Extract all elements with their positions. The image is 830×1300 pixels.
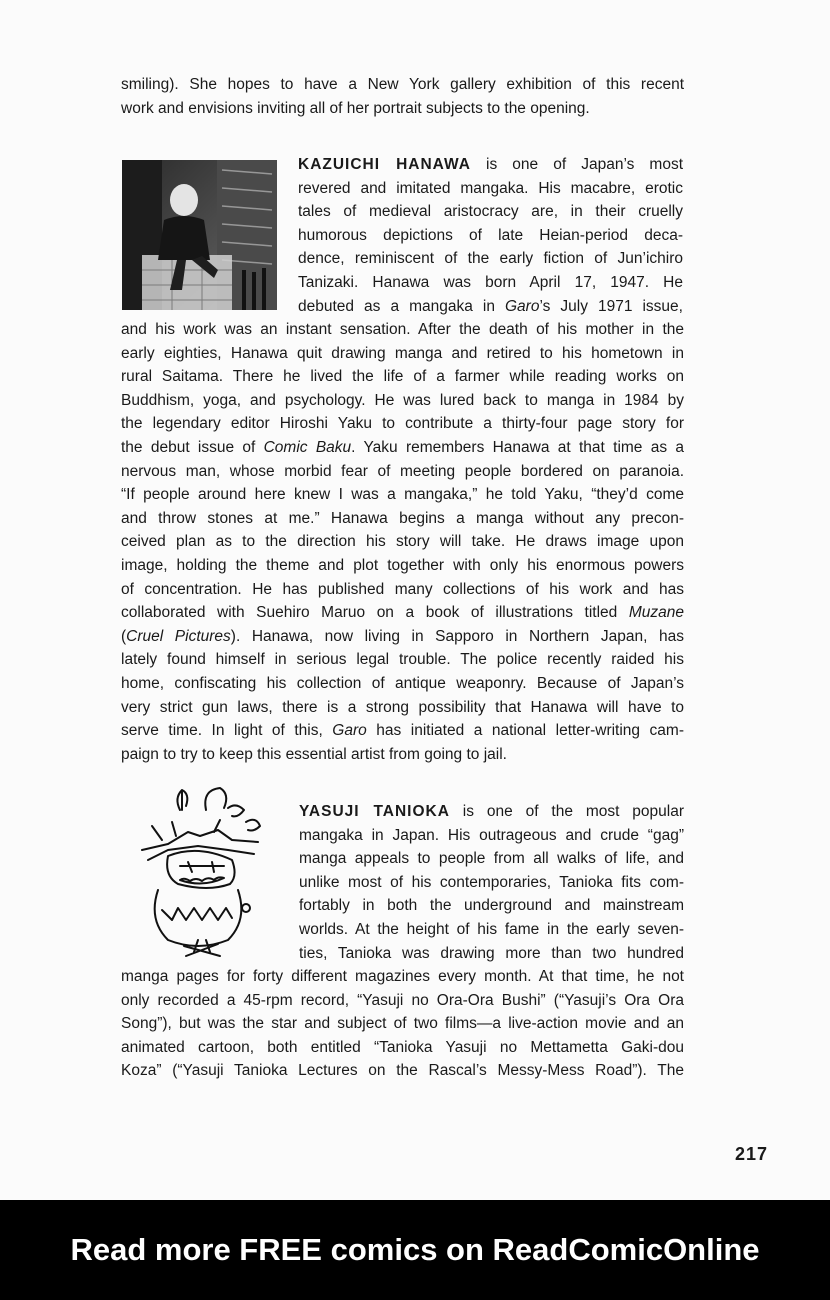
text-fragment: the debut issue of xyxy=(121,438,264,456)
text-line: humorous depictions of late Heian-period deca- xyxy=(298,226,683,244)
text-line xyxy=(121,601,684,625)
italic-title: Muzane xyxy=(628,604,684,622)
text-line: only recorded a 45-rpm record, “Yasuji no Ora-Ora Bushi” (“Yasuji’s Ora Ora xyxy=(121,991,684,1009)
tanioka-wrap-text xyxy=(299,800,684,965)
text-line: early eighties, Hanawa quit drawing manga and retired to his hometown in xyxy=(121,344,684,362)
italic-title: Garo xyxy=(332,722,367,740)
text-line: manga pages for forty different magazines every month. At that time, he not xyxy=(121,968,684,985)
portrait-photo-icon xyxy=(122,160,277,310)
text-line: of concentration. He has published many collections of his work and has xyxy=(121,580,684,598)
text-fragment: has initiated a national letter-writing cam- xyxy=(366,722,684,740)
cartoon-face-illustration-icon xyxy=(128,780,278,960)
text-line xyxy=(121,436,684,460)
text-line: lately found himself in serious legal trouble. The police recently raided his xyxy=(121,651,684,669)
text-line: nervous man, whose morbid fear of meeting people bordered on paranoia. xyxy=(121,462,684,480)
text-line: rural Saitama. There he lived the life of a farmer while reading works on xyxy=(121,368,684,386)
text-line: ceived plan as to the direction his story will take. He draws image upon xyxy=(121,533,684,551)
text-line: animated cartoon, both entitled “Tanioka Yasuji no Mettametta Gaki-dou xyxy=(121,1038,684,1056)
text-line: “If people around here knew I was a mangaka,” he told Yaku, “they’d come xyxy=(121,486,684,504)
text-fragment: ( xyxy=(121,627,127,645)
text-line: dence, reminiscent of the early fiction of Jun’ichiro xyxy=(298,250,683,268)
text-line: and his work was an instant sensation. After the death of his mother in the xyxy=(121,321,684,338)
promo-banner[interactable]: Read more FREE comics on ReadComicOnline xyxy=(0,1200,830,1300)
tanioka-doodle xyxy=(128,780,278,960)
italic-title: Comic Baku xyxy=(263,438,352,456)
text-line: the legendary editor Hiroshi Yaku to contribute a thirty-four page story for xyxy=(121,415,684,433)
text-fragment: is one of the most popular xyxy=(449,803,684,820)
text-line: ties, Tanioka was drawing more than two hundred xyxy=(299,944,684,962)
text-line: manga appeals to people from all walks of life, and xyxy=(299,850,684,868)
text-line: worlds. At the height of his fame in the early seven- xyxy=(299,920,684,938)
text-line: very strict gun laws, there is a strong possibility that Hanawa will have to xyxy=(121,698,684,716)
text-line: Tanizaki. Hanawa was born April 17, 1947. He xyxy=(298,273,683,291)
italic-title: Cruel Pictures xyxy=(126,627,231,645)
text-fragment: serve time. In light of this, xyxy=(121,722,333,740)
text-fragment: debuted as a mangaka in xyxy=(298,297,505,315)
text-line: image, holding the theme and plot together with only his enormous powers xyxy=(121,556,684,574)
text-line: revered and imitated mangaka. His macabre, erotic xyxy=(298,179,683,197)
text-line xyxy=(121,719,684,743)
text-line: paign to try to keep this essential artist from going to jail. xyxy=(121,745,507,763)
hanawa-body-text xyxy=(121,318,684,766)
text-fragment: . Yaku remembers Hanawa at that time as a xyxy=(351,438,684,456)
text-fragment: collaborated with Suehiro Maruo on a book of illustrations titled xyxy=(121,604,629,622)
page-number: 217 xyxy=(735,1144,769,1164)
intro-paragraph xyxy=(121,73,684,120)
text-line: mangaka in Japan. His outrageous and crude “gag” xyxy=(299,826,684,844)
text-fragment: ’s July 1971 issue, xyxy=(539,297,683,315)
tanioka-body-text xyxy=(121,965,684,1083)
text-line xyxy=(299,800,684,824)
text-line: Buddhism, yoga, and psychology. He was lured back to manga in 1984 by xyxy=(121,391,684,409)
text-fragment: ). Hanawa, now living in Sapporo in Northern Japan, has xyxy=(230,627,684,645)
tanioka-name: YASUJI TANIOKA xyxy=(299,803,450,820)
text-line: Koza” (“Yasuji Tanioka Lectures on the Rascal’s Messy-Mess Road”). The xyxy=(121,1062,684,1080)
text-fragment: is one of Japan’s most xyxy=(471,156,683,173)
text-line xyxy=(298,295,683,319)
text-line xyxy=(298,153,683,177)
hanawa-wrap-text xyxy=(298,153,683,318)
text-line: tales of medieval aristocracy are, in their cruelly xyxy=(298,203,683,221)
text-line: home, confiscating his collection of antique weaponry. Because of Japan’s xyxy=(121,674,684,692)
text-line: unlike most of his contemporaries, Tanioka fits com- xyxy=(299,873,684,891)
italic-title: Garo xyxy=(504,297,540,315)
text-line: and throw stones at me.” Hanawa begins a manga without any precon- xyxy=(121,509,684,527)
text-line: smiling). She hopes to have a New York gallery exhibition of this recent xyxy=(121,76,684,93)
hanawa-name: KAZUICHI HANAWA xyxy=(298,156,471,173)
hanawa-photo xyxy=(122,160,277,310)
text-line: Song”), but was the star and subject of two films—a live-action movie and an xyxy=(121,1015,684,1033)
text-line: work and envisions inviting all of her portrait subjects to the opening. xyxy=(121,99,590,117)
text-line: fortably in both the underground and mainstream xyxy=(299,897,684,915)
text-line xyxy=(121,625,684,649)
